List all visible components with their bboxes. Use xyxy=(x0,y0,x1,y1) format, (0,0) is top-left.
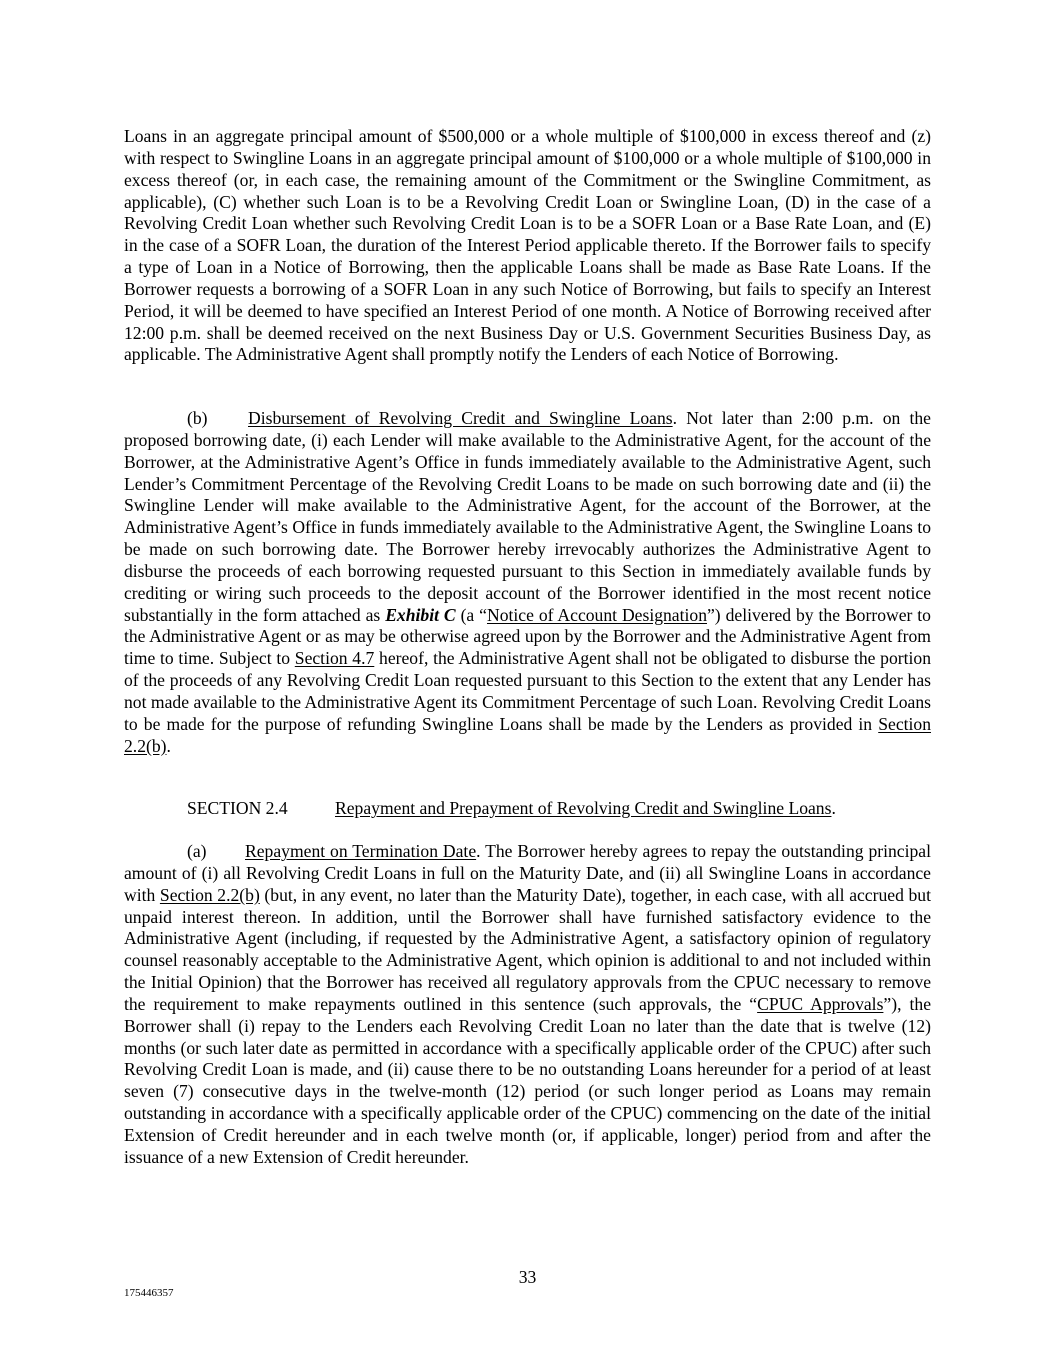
paragraph-repayment xyxy=(124,841,931,1169)
page-number: 33 xyxy=(518,1267,537,1287)
clause-label: (a) xyxy=(187,841,207,861)
section-heading xyxy=(187,798,836,820)
paragraph-text: Loans in an aggregate principal amount of $500,000 or a whole multiple of $100,000 in excess thereof and (z) with respect to Swingline Loans in an aggregate principal amount of $100,000 or a whole multiple of $100,000 in excess thereof (or, in each case, the remaining amount of the Commitment or the Swingline Commitment, as applicable), (C) whether such Loan is to be a Revolving Credit Loan or Swingline Loan, (D) in the case of a Revolving Credit Loan whether such Revolving Credit Loan is to be a SOFR Loan or a Base Rate Loan, and (E) in the case of a SOFR Loan, the duration of the Interest Period applicable thereto. If the Borrower fails to specify a type of Loan in a Notice of Borrowing, then the applicable Loans shall be made as Base Rate Loans. If the Borrower requests a borrowing of a SOFR Loan in any such Notice of Borrowing, but fails to specify an Interest Period, it will be deemed to have specified an Interest Period of one month. A Notice of Borrowing received after 12:00 p.m. shall be deemed received on the next Business Day or U.S. Government Securities Business Day, as applicable. The Administrative Agent shall promptly notify the Lenders of each Notice of Borrowing. xyxy=(124,126,931,365)
clause-title: Repayment on Termination Date xyxy=(245,841,477,861)
section-title-end: . xyxy=(831,798,836,818)
clause-text: (a “ xyxy=(455,604,487,625)
exhibit-reference: Exhibit C xyxy=(385,604,456,625)
section-reference: Section 4.7 xyxy=(294,648,375,669)
section-title: Repayment and Prepayment of Revolving Credit and Swingline Loans xyxy=(335,798,832,818)
clause-label: (b) xyxy=(187,408,208,428)
clause-text: . The Borrower hereby agrees to repay the outstanding principal amount of (i) all Revolving Credit Loans in full on the Maturity Date, and (ii) all Swingline Loans in accordance with xyxy=(124,841,931,905)
section-reference: Section 2.2(b) xyxy=(159,884,260,905)
clause-text: . xyxy=(166,735,171,756)
paragraph-notice-of-borrowing-continued xyxy=(124,126,931,366)
clause-text: ”) delivered by the Borrower to the Administrative Agent or as may be otherwise agreed upon by the Borrower and the Administrative Agent from time to time. Subject to xyxy=(124,604,931,669)
clause-text: (but, in any event, no later than the Maturity Date), together, in each case, with all accrued but unpaid interest thereon. In addition, until the Borrower shall have furnished satisfactory evidence to the Administrative Agent (including, if requested by the Administrative Agent, a satisfactory opinion of regulatory counsel reasonably acceptable to the Administrative Agent, which opinion is additional to and not included within the Initial Opinion) that the Borrower has received all regulatory approvals from the CPUC necessary to remove the requirement to make repayments outlined in this sentence (such approvals, the “ xyxy=(124,884,931,1014)
defined-term: Notice of Account Designation xyxy=(486,604,707,625)
clause-text: . Not later than 2:00 p.m. on the proposed borrowing date, (i) each Lender will make available to the Administrative Agent, for the account of the Borrower, at the Administrative Agent’s Office in funds immediately available to the Administrative Agent, such Lender’s Commitment Percentage of the Revolving Credit Loans to be made on such borrowing date and (ii) the Swingline Lender will make available to the Administrative Agent, for the account of the Borrower, at the Administrative Agent’s Office in funds immediately available to the Administrative Agent, the Swingline Loans to be made on such borrowing date. The Borrower hereby irrevocably authorizes the Administrative Agent to disburse the proceeds of each borrowing requested pursuant to this Section in immediately available funds by crediting or wiring such proceeds to the deposit account of the Borrower identified in the most recent notice substantially in the form attached as xyxy=(124,408,931,625)
clause-text: hereof, the Administrative Agent shall not be obligated to disburse the portion of the proceeds of any Revolving Credit Loan requested pursuant to this Section to the extent that any Lender has not made available to the Administrative Agent its Commitment Percentage of such Loan. Revolving Credit Loans to be made for the purpose of refunding Swingline Loans shall be made by the Lenders as provided in xyxy=(124,648,932,734)
section-reference: Section 2.2(b) xyxy=(124,713,931,756)
paragraph-disbursement xyxy=(124,408,931,758)
clause-text: ”), the Borrower shall (i) repay to the Lenders each Revolving Credit Loan no later than the date that is twelve (12) months (or such later date as permitted in accordance with a specifically applicable order of the CPUC) after such Revolving Credit Loan is made, and (ii) cause there to be no outstanding Loans hereunder for a period of at least seven (7) consecutive days in the twelve-month (12) period (or such longer period as Loans may remain outstanding in accordance with a specifically applicable order of the CPUC) commencing on the date of the initial Extension of Credit hereunder and in each twelve month (or, if applicable, longer) period from and after the issuance of a new Extension of Credit hereunder. xyxy=(124,993,931,1167)
document-id: 175446357 xyxy=(124,1287,174,1299)
section-number: SECTION 2.4 xyxy=(187,798,288,818)
defined-term: CPUC Approvals xyxy=(757,993,884,1014)
clause-title: Disbursement of Revolving Credit and Swingline Loans xyxy=(248,408,673,428)
